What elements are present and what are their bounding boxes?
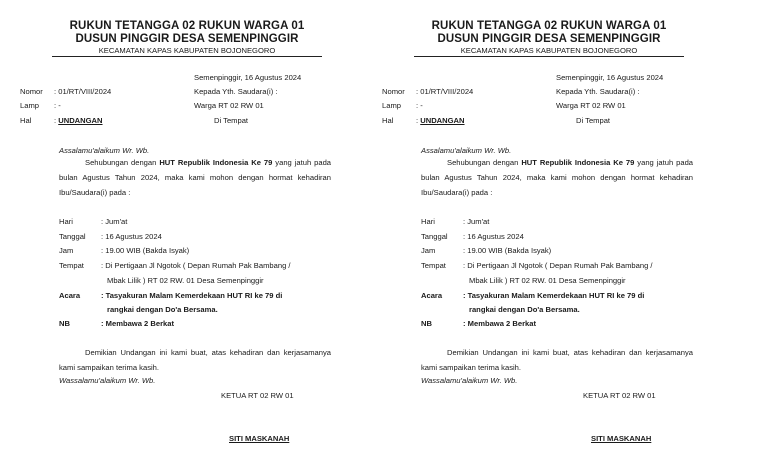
detail-label: Tempat: [59, 261, 84, 270]
detail-label: Tanggal: [59, 232, 86, 241]
detail-value: : Di Pertigaan Jl Ngotok ( Depan Rumah Pak Bambang /: [463, 261, 653, 270]
recipient-line: Warga RT 02 RW 01: [556, 101, 626, 110]
acara-label: Acara: [59, 291, 81, 300]
acara-value: : Tasyakuran Malam Kemerdekaan HUT RI ke 79 di: [101, 291, 283, 300]
signer-name: SITI MASKANAH: [229, 434, 290, 443]
recipient-line: Kepada Yth. Saudara(i) :: [556, 87, 640, 96]
invitation-letter: [362, 0, 746, 466]
meta-value: : 01/RT/VIII/2024: [416, 87, 474, 96]
recipient-line: Di Tempat: [214, 116, 249, 125]
meta-value: : UNDANGAN: [54, 116, 103, 125]
detail-value: : Jum'at: [463, 217, 490, 226]
meta-value: : -: [416, 101, 423, 110]
body-paragraph: Sehubungan dengan HUT Republik Indonesia Ke 79 yang jatuh pada bulan Agustus Tahun 2024, maka kami mohon dengan hormat kehadiran Ibu/Saudara(i) pada :: [421, 158, 694, 197]
greeting: Assalamu'alaikum Wr. Wb.: [59, 146, 150, 155]
closing-paragraph: Demikian Undangan ini kami buat, atas kehadiran dan kerjasamanya kami sampaikan terima kasih.: [59, 348, 331, 372]
meta-label: Nomor: [20, 87, 43, 96]
letterhead-title: RUKUN TETANGGA 02 RUKUN WARGA 01: [69, 20, 305, 32]
meta-label: Hal: [382, 116, 394, 125]
detail-label: Hari: [421, 217, 435, 226]
detail-value: : 19.00 WIB (Bakda Isyak): [101, 246, 190, 255]
meta-label: Nomor: [382, 87, 405, 96]
body-paragraph: Sehubungan dengan HUT Republik Indonesia Ke 79 yang jatuh pada bulan Agustus Tahun 2024, maka kami mohon dengan hormat kehadiran Ibu/Saudara(i) pada :: [59, 158, 332, 197]
acara-value: : Tasyakuran Malam Kemerdekaan HUT RI ke 79 di: [463, 291, 645, 300]
greeting: Assalamu'alaikum Wr. Wb.: [421, 146, 512, 155]
recipient-line: Di Tempat: [576, 116, 611, 125]
nb-value: : Membawa 2 Berkat: [101, 319, 175, 328]
letterhead-subtitle: DUSUN PINGGIR DESA SEMENPINGGIR: [75, 33, 299, 45]
detail-label: Hari: [59, 217, 73, 226]
signer-name: SITI MASKANAH: [591, 434, 652, 443]
meta-value: : -: [54, 101, 61, 110]
signer-title: KETUA RT 02 RW 01: [583, 391, 656, 400]
letter-date: Semenpinggir, 16 Agustus 2024: [194, 73, 302, 82]
detail-value: : 16 Agustus 2024: [101, 232, 162, 241]
acara-value: rangkai dengan Do'a Bersama.: [107, 305, 218, 314]
recipient-line: Kepada Yth. Saudara(i) :: [194, 87, 278, 96]
letterhead-divider: [414, 56, 684, 57]
letterhead-address: KECAMATAN KAPAS KABUPATEN BOJONEGORO: [460, 46, 638, 55]
closing-greeting: Wassalamu'alaikum Wr. Wb.: [421, 376, 518, 385]
detail-value: : 16 Agustus 2024: [463, 232, 524, 241]
detail-label: Tempat: [421, 261, 446, 270]
letterhead-title: RUKUN TETANGGA 02 RUKUN WARGA 01: [431, 20, 667, 32]
detail-value: Mbak Lilik ) RT 02 RW. 01 Desa Semenpinggir: [469, 276, 626, 285]
meta-label: Hal: [20, 116, 32, 125]
detail-value: : Di Pertigaan Jl Ngotok ( Depan Rumah Pak Bambang /: [101, 261, 291, 270]
recipient-line: Warga RT 02 RW 01: [194, 101, 264, 110]
meta-label: Lamp: [20, 101, 39, 110]
detail-label: Jam: [59, 246, 74, 255]
meta-value: : 01/RT/VIII/2024: [54, 87, 112, 96]
acara-label: Acara: [421, 291, 443, 300]
acara-value: rangkai dengan Do'a Bersama.: [469, 305, 580, 314]
letter-date: Semenpinggir, 16 Agustus 2024: [556, 73, 664, 82]
nb-label: NB: [59, 319, 70, 328]
signer-title: KETUA RT 02 RW 01: [221, 391, 294, 400]
letterhead-address: KECAMATAN KAPAS KABUPATEN BOJONEGORO: [98, 46, 276, 55]
detail-value: Mbak Lilik ) RT 02 RW. 01 Desa Semenpinggir: [107, 276, 264, 285]
meta-label: Lamp: [382, 101, 401, 110]
meta-value: : UNDANGAN: [416, 116, 465, 125]
detail-label: Jam: [421, 246, 436, 255]
letterhead-divider: [52, 56, 322, 57]
closing-paragraph: Demikian Undangan ini kami buat, atas kehadiran dan kerjasamanya kami sampaikan terima kasih.: [421, 348, 693, 372]
detail-value: : Jum'at: [101, 217, 128, 226]
nb-label: NB: [421, 319, 432, 328]
detail-label: Tanggal: [421, 232, 448, 241]
detail-value: : 19.00 WIB (Bakda Isyak): [463, 246, 552, 255]
closing-greeting: Wassalamu'alaikum Wr. Wb.: [59, 376, 156, 385]
letterhead-subtitle: DUSUN PINGGIR DESA SEMENPINGGIR: [437, 33, 661, 45]
nb-value: : Membawa 2 Berkat: [463, 319, 537, 328]
